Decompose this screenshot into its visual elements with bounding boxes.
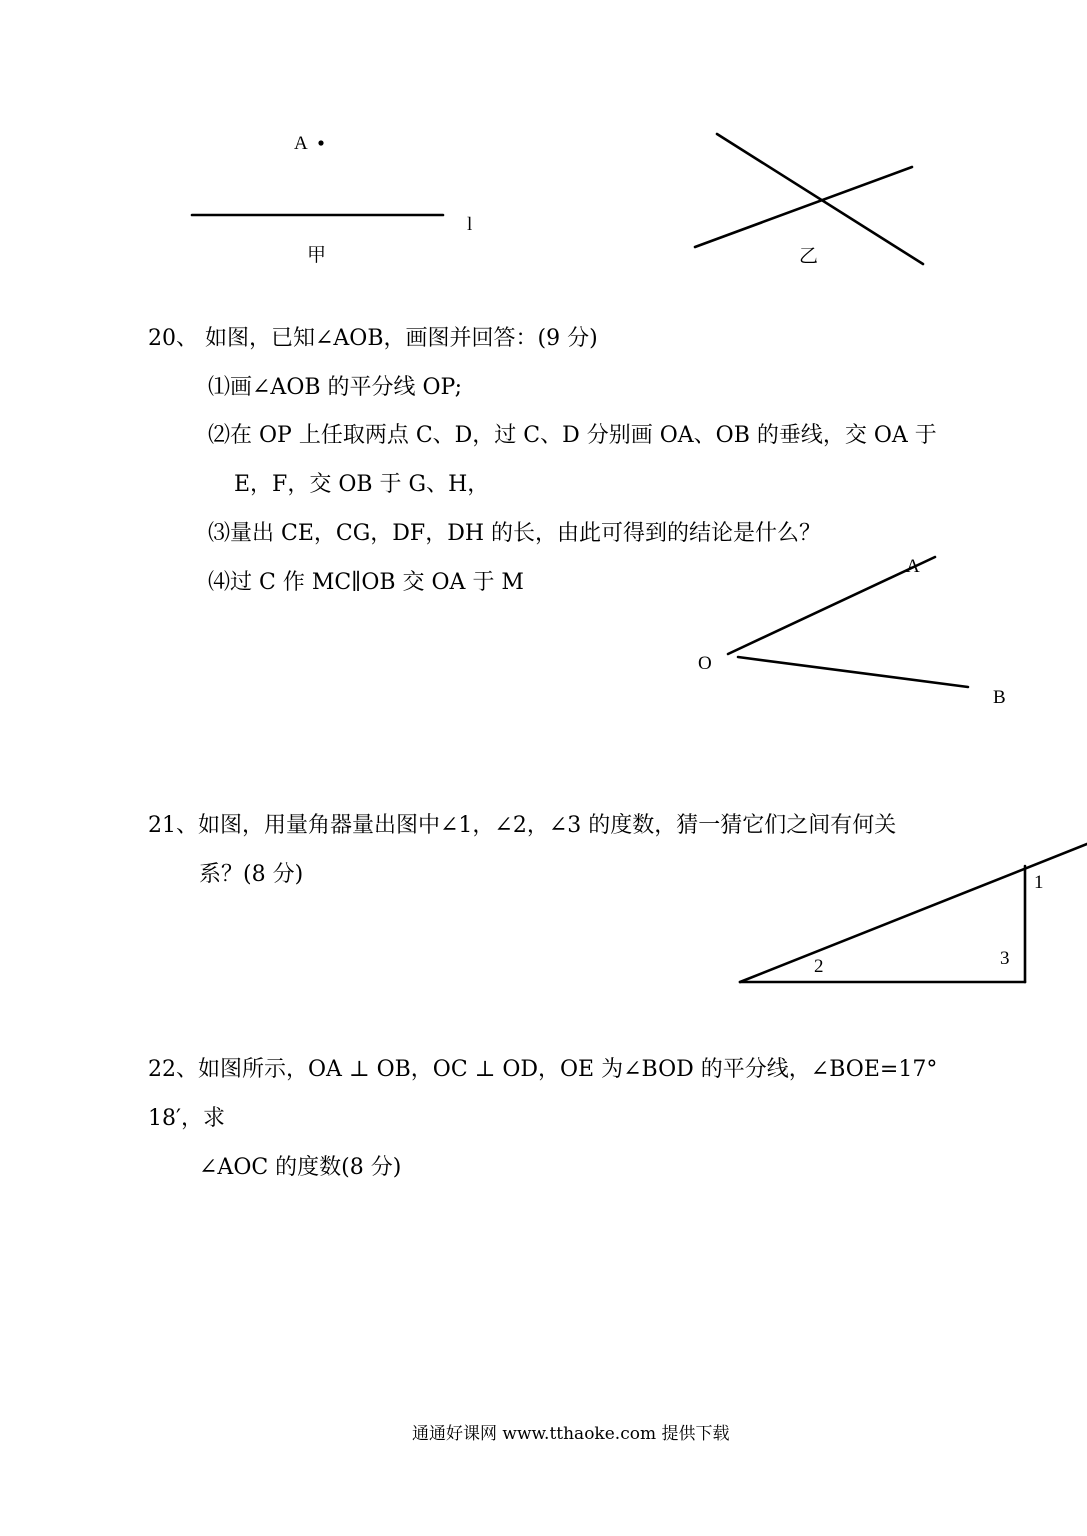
q21-stem-line-1: 21、如图，用量角器量出图中∠1，∠2，∠3 的度数，猜一猜它们之间有何关 <box>148 813 897 838</box>
fig-jia-line-label: l <box>467 214 473 235</box>
q21-angle-3-label: 3 <box>1000 948 1010 969</box>
q20-label-a: A <box>906 556 920 577</box>
q20-stem: 20、 如图，已知∠AOB，画图并回答：(9 分) <box>148 326 598 351</box>
q21-angle-1-label: 1 <box>1034 872 1044 893</box>
q20-item-3: ⑶量出 CE，CG，DF，DH 的长，由此可得到的结论是什么？ <box>208 521 822 546</box>
q22-stem-line-1: 22、如图所示，OA ⊥ OB，OC ⊥ OD，OE 为∠BOD 的平分线，∠BOE=17° <box>148 1057 938 1082</box>
ray-ob <box>738 657 968 687</box>
point-a-dot <box>318 140 323 145</box>
q20-item-2-cont: E，F，交 OB 于 G、H， <box>234 472 490 497</box>
q22-stem-line-2: 18′，求 <box>148 1106 225 1131</box>
q21-stem-line-2: 系？(8 分) <box>199 862 304 887</box>
q20-item-2: ⑵在 OP 上任取两点 C、D，过 C、D 分别画 OA、OB 的垂线，交 OA 于 <box>208 423 937 448</box>
fig-yi-caption: 乙 <box>799 246 819 267</box>
q20-item-1: ⑴画∠AOB 的平分线 OP; <box>208 375 462 400</box>
q21-angle-2-label: 2 <box>814 956 824 977</box>
q22-stem-line-3: ∠AOC 的度数(8 分) <box>199 1155 402 1180</box>
fig-jia-caption: 甲 <box>307 245 327 266</box>
q20-item-4: ⑷过 C 作 MC∥OB 交 OA 于 M <box>208 570 524 595</box>
fig-jia-point-label: A <box>294 133 308 154</box>
triangle-hypotenuse <box>740 844 1087 982</box>
footer-source: 通通好课网 www.tthaoke.com 提供下载 <box>412 1424 730 1444</box>
line-yi-1 <box>717 134 923 267</box>
q20-label-o: O <box>698 653 712 674</box>
q20-label-b: B <box>993 687 1006 708</box>
ray-oa <box>728 557 935 654</box>
